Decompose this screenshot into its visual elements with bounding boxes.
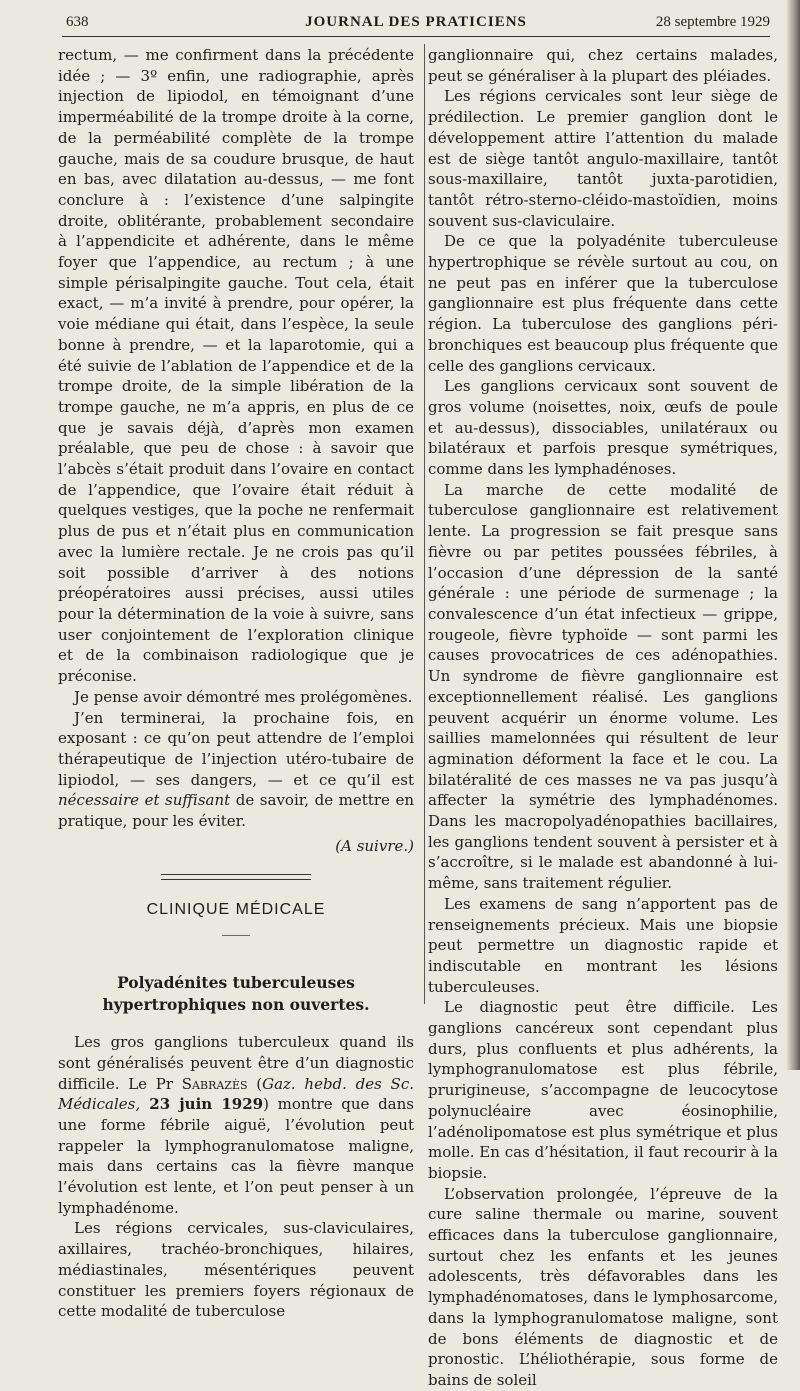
paragraph: L’observation prolongée, l’épreuve de la cure saline thermale ou marine, souvent efficaces dans la tuberculose ganglionnaire, surtout chez les enfants et les jeunes adolescents, très défavorables dans les lymphadénomatoses, dans le lymphosarcome, dans la lymphogranulomatose maligne, sont de bons éléments de diagnostic et de pronostic. L’héliothérapie, sous forme de bains de soleil — [428, 1184, 778, 1389]
citation-date: 23 juin 1929 — [140, 1095, 264, 1114]
article-title: Polyadénites tuberculeuses hypertrophiques non ouvertes. — [102, 973, 370, 1015]
paragraph: J’en terminerai, la prochaine fois, en exposant : ce qu’on peut attendre de l’emploi thérapeutique de l’injection utéro-tubaire de lipiodol, — ses dangers, — et ce qu’il est nécessaire et suffisant de savoir, de mettre en pratique, pour les éviter. — [58, 708, 414, 831]
paragraph: rectum, — me confirment dans la précédente idée ; — 3º enfin, une radiographie, après injection de lipiodol, en témoignant d’une imperméabilité de la trompe droite à la corne, de la perméabilité complète de la trompe gauche, mais de sa coudure brusque, de haut en bas, avec dilatation au-dessus, — me font conclure à : l’existence d’une salpingite droite, oblitérante, probablement secondaire à l’appendicite et adhérente, dans le même foyer que l’appendice, au rectum ; à une simple périsalpingite gauche. Tout cela, était exact, — m’a invité à prendre, pour opérer, la voie médiane qui était, dans l’espèce, la seule bonne à prendre, — et la laparotomie, qui a été suivie de l’ablation de l’appendice et de la trompe droite, de la simple libération de la trompe gauche, ne m’a appris, en plus de ce que je savais déjà, d’après mon examen préalable, que peu de chose : à savoir que l’abcès s’était produit dans l’ovaire en contact de l’appendice, que l’ovaire était réduit à quelques vestiges, que la poche ne renfermait plus de pus et n’était plus en communication avec la lumière rectale. Je ne crois pas qu’il soit possible d’arriver à des notions préopératoires aussi précises, aussi utiles pour la détermination de la voie à suivre, sans user conjointement de l’exploration clinique et de la combinaison radiologique que je préconise. — [58, 46, 414, 686]
issue-date: 28 septembre 1929 — [655, 14, 770, 30]
journal-title: JOURNAL DES PRATICIENS — [305, 14, 527, 30]
paragraph: Les examens de sang n’apportent pas de renseignements précieux. Mais une biopsie peut permettre un diagnostic rapide et indiscutable en montrant les lésions tuberculeuses. — [428, 894, 778, 996]
left-column — [58, 45, 414, 1322]
paragraph: ganglionnaire qui, chez certains malades, peut se généraliser à la plupart des pléiades. — [428, 46, 778, 85]
paragraph: La marche de cette modalité de tuberculose ganglionnaire est relativement lente. La progression se fait presque sans fièvre ou par petites poussées fébriles, à l’occasion d’une dépression de la santé générale : une période de surmenage ; la convalescence d’un état infectieux — grippe, rougeole, fièvre typhoïde — sont parmi les causes provocatrices de ces adénopathies. Un syndrome de fièvre ganglionnaire est exceptionnellement réalisé. Les ganglions peuvent acquérir un énorme volume. Les saillies mamelonnées qui résultent de leur agmination déforment la face et le cou. La bilatéralité de ces masses ne va pas jusqu’à affecter la symétrie des lymphadénomes. Dans les macropolyadénopathies bacillaires, les ganglions tendent souvent à persister et à s’accroître, si le malade est abandonné à lui-même, sans traitement régulier. — [428, 480, 778, 893]
heading-rule — [222, 935, 250, 936]
paragraph: Les ganglions cervicaux sont souvent de gros volume (noisettes, noix, œufs de poule et au-dessus), dissociables, unilatéraux ou bilatéraux et parfois presque symétriques, comme dans les lymphadénoses. — [428, 377, 778, 479]
section-separator — [161, 874, 311, 880]
paragraph: Les gros ganglions tuberculeux quand ils sont généralisés peuvent être d’un diagnostic difficile. Le Pr Sabrazès (Gaz. hebd. des Sc. Médicales, 23 juin 1929) montre que dans une forme fébrile aiguë, l’évolution peut rappeler la lymphogranulomatose maligne, mais dans certains cas la fièvre manque l’évolution est lente, et l’on peut penser à un lymphadénome. — [58, 1033, 414, 1217]
citation: Gaz. hebd. des Sc. Médicales, — [58, 1074, 414, 1114]
running-header — [62, 14, 770, 36]
emphasis: nécessaire et suffisant — [58, 791, 231, 810]
paragraph: De ce que la polyadénite tuberculeuse hypertrophique se révèle surtout au cou, on ne peut pas en inférer que la tuberculose ganglionnaire est plus fréquente dans cette région. La tuberculose des ganglions péri-bronchiques est beaucoup plus fréquente que celle des ganglions cervicaux. — [428, 232, 778, 375]
paragraph: Les régions cervicales, sus-claviculaires, axillaires, trachéo-bronchiques, hilaires, médiastinales, mésentériques peuvent constituer les premiers foyers régionaux de cette modalité de tuberculose — [58, 1219, 414, 1321]
header-rule — [62, 36, 770, 37]
author-name: Sabrazès — [181, 1074, 248, 1093]
right-column — [428, 45, 778, 1391]
page-number: 638 — [66, 14, 89, 30]
column-divider — [424, 44, 425, 1004]
paragraph: Le diagnostic peut être difficile. Les ganglions cancéreux sont cependant plus durs, plus confluents et plus adhérents, la lymphogranulomatose est plus fébrile, prurigineuse, s’accompagne de leucocytose polynucléaire avec éosinophilie, l’adénolipomatose est plus symétrique et plus molle. En cas d’hésitation, il faut recourir à la biopsie. — [428, 998, 778, 1182]
book-spine-shadow — [786, 0, 800, 1070]
paragraph: Je pense avoir démontré mes prolégomènes. — [74, 687, 413, 706]
section-heading: CLINIQUE MÉDICALE — [146, 901, 326, 919]
to-be-continued: (A suivre.) — [335, 836, 414, 855]
paragraph: Les régions cervicales sont leur siège de prédilection. Le premier ganglion dont le développement attire l’attention du malade est de siège tantôt angulo-maxillaire, tantôt sous-maxillaire, tantôt juxta-parotidien, tantôt rétro-sterno-cléido-mastoïdien, moins souvent sus-claviculaire. — [428, 87, 778, 230]
